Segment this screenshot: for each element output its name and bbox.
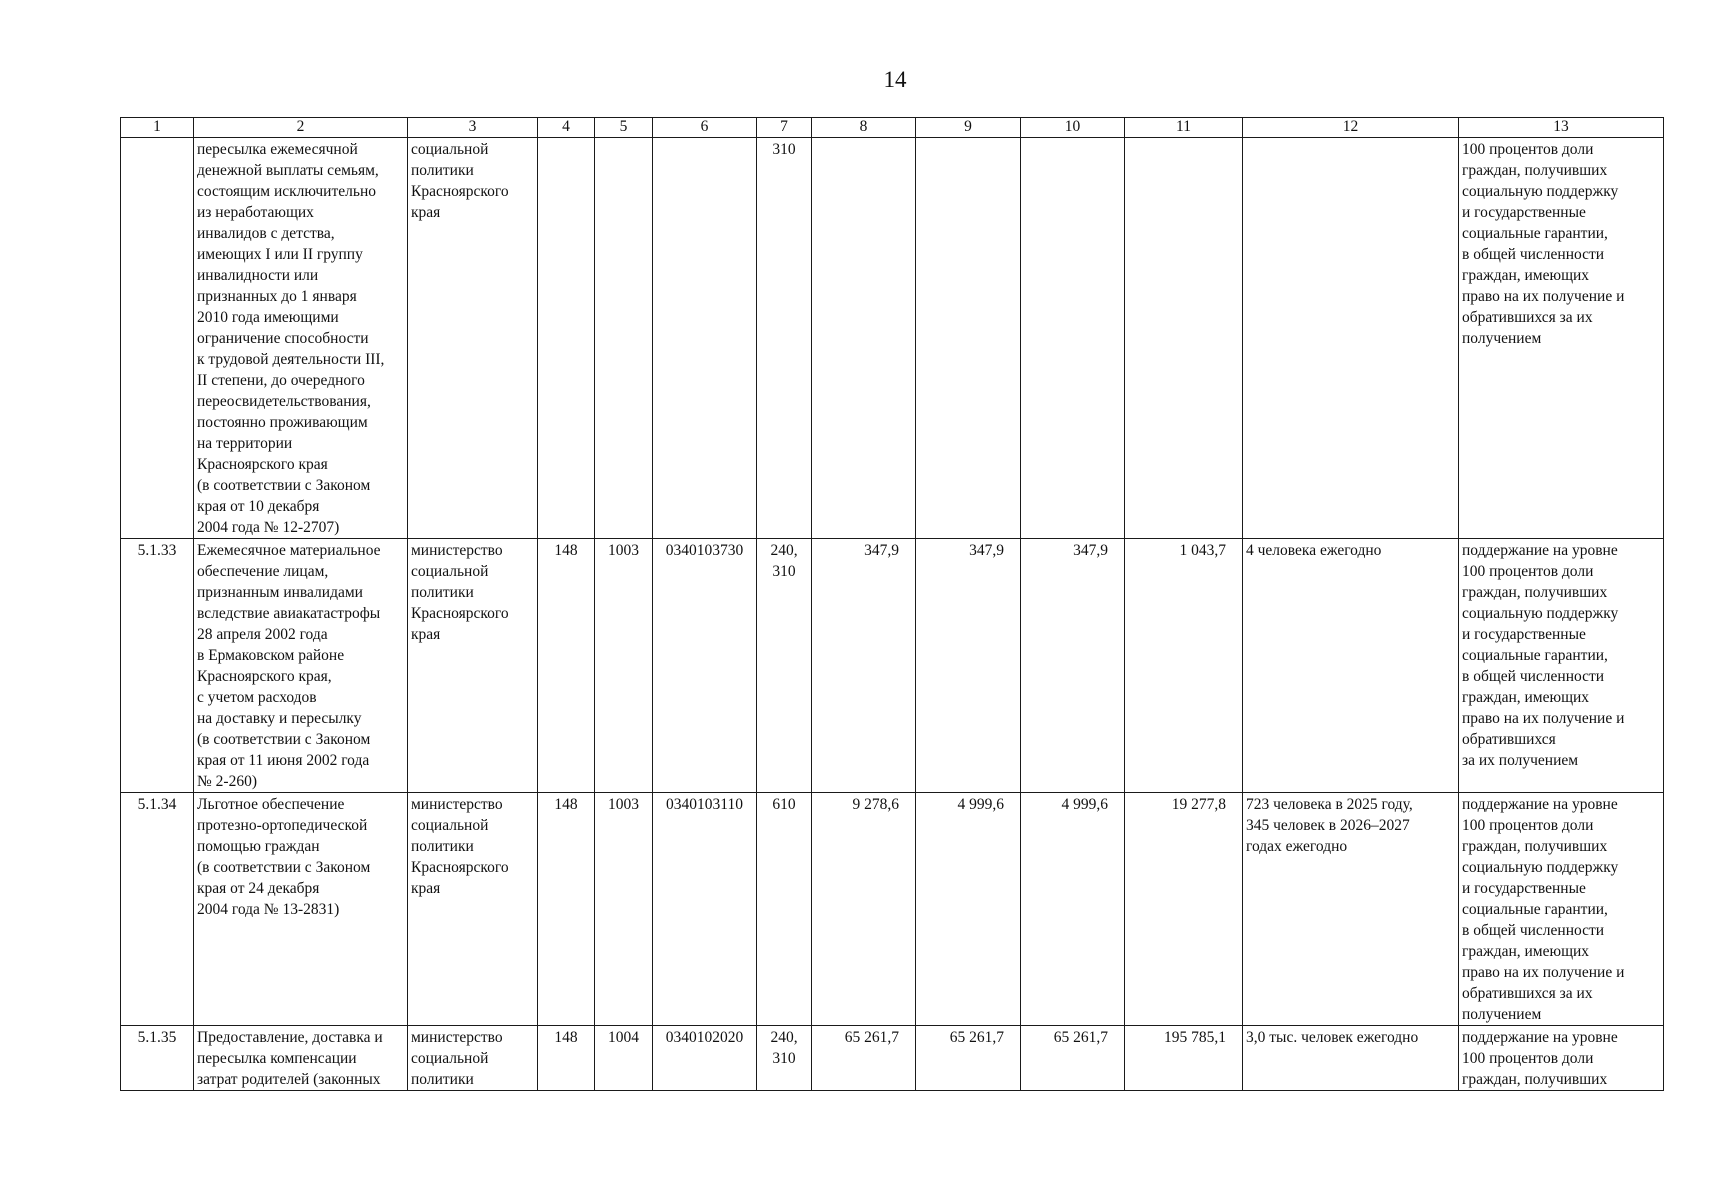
column-header: 1 bbox=[121, 118, 194, 138]
amount-year-1: 65 261,7 bbox=[812, 1026, 916, 1091]
expected-result: 3,0 тыс. человек ежегодно bbox=[1243, 1026, 1459, 1091]
indicator: поддержание на уровне 100 процентов доли граждан, получивших bbox=[1459, 1026, 1664, 1091]
amount-total: 195 785,1 bbox=[1125, 1026, 1243, 1091]
item-number: 5.1.33 bbox=[121, 539, 194, 793]
item-number bbox=[121, 138, 194, 539]
grbs-code: 148 bbox=[538, 1026, 595, 1091]
indicator: поддержание на уровне 100 процентов доли граждан, получивших социальную поддержку и государственные социальные гарантии, в общей численности граждан, имеющих право на их получение и обратившихся за их получением bbox=[1459, 539, 1664, 793]
header-row bbox=[121, 118, 1664, 138]
measure-name: Ежемесячное материальное обеспечение лицам, признанным инвалидами вследствие авиакатастрофы 28 апреля 2002 года в Ермаковском районе Красноярского края, с учетом расходов на доставку и пересылку (в соответствии с Законом края от 11 июня 2002 года № 2-260) bbox=[194, 539, 408, 793]
column-header: 4 bbox=[538, 118, 595, 138]
target-item-code: 0340103730 bbox=[653, 539, 757, 793]
expense-type-code: 610 bbox=[757, 793, 812, 1026]
expected-result: 4 человека ежегодно bbox=[1243, 539, 1459, 793]
column-header: 10 bbox=[1021, 118, 1125, 138]
amount-year-2: 4 999,6 bbox=[916, 793, 1021, 1026]
measure-name: Предоставление, доставка и пересылка компенсации затрат родителей (законных bbox=[194, 1026, 408, 1091]
target-item-code: 0340102020 bbox=[653, 1026, 757, 1091]
column-header: 11 bbox=[1125, 118, 1243, 138]
amount-total: 19 277,8 bbox=[1125, 793, 1243, 1026]
amount-total bbox=[1125, 138, 1243, 539]
section-code: 1004 bbox=[595, 1026, 653, 1091]
executor: социальной политики Красноярского края bbox=[408, 138, 538, 539]
column-header: 12 bbox=[1243, 118, 1459, 138]
executor: министерство социальной политики bbox=[408, 1026, 538, 1091]
page-number: 14 bbox=[883, 67, 907, 92]
grbs-code: 148 bbox=[538, 793, 595, 1026]
item-number: 5.1.34 bbox=[121, 793, 194, 1026]
expense-type-code: 240, 310 bbox=[757, 539, 812, 793]
amount-year-2: 65 261,7 bbox=[916, 1026, 1021, 1091]
measure-name: Льготное обеспечение протезно-ортопедической помощью граждан (в соответствии с Законом края от 24 декабря 2004 года № 13-2831) bbox=[194, 793, 408, 1026]
target-item-code: 0340103110 bbox=[653, 793, 757, 1026]
target-item-code bbox=[653, 138, 757, 539]
grbs-code: 148 bbox=[538, 539, 595, 793]
column-header: 5 bbox=[595, 118, 653, 138]
indicator: 100 процентов доли граждан, получивших социальную поддержку и государственные социальные гарантии, в общей численности граждан, имеющих право на их получение и обратившихся за их получением bbox=[1459, 138, 1664, 539]
column-header: 9 bbox=[916, 118, 1021, 138]
amount-total: 1 043,7 bbox=[1125, 539, 1243, 793]
expense-type-code: 310 bbox=[757, 138, 812, 539]
table-row bbox=[121, 1026, 1664, 1091]
amount-year-3: 347,9 bbox=[1021, 539, 1125, 793]
expense-type-code: 240, 310 bbox=[757, 1026, 812, 1091]
column-header: 3 bbox=[408, 118, 538, 138]
item-number: 5.1.35 bbox=[121, 1026, 194, 1091]
executor: министерство социальной политики Красноярского края bbox=[408, 539, 538, 793]
amount-year-3: 65 261,7 bbox=[1021, 1026, 1125, 1091]
table-row bbox=[121, 138, 1664, 539]
expected-result: 723 человека в 2025 году, 345 человек в 2026–2027 годах ежегодно bbox=[1243, 793, 1459, 1026]
table-row bbox=[121, 539, 1664, 793]
amount-year-1 bbox=[812, 138, 916, 539]
table-row bbox=[121, 793, 1664, 1026]
measure-name: пересылка ежемесячной денежной выплаты семьям, состоящим исключительно из неработающих инвалидов с детства, имеющих I или II группу инвалидности или признанных до 1 января 2010 года имеющими ограничение способности к трудовой деятельности III, II степени, до очередного переосвидетельствования, постоянно проживающим на территории Красноярского края (в соответствии с Законом края от 10 декабря 2004 года № 12-2707) bbox=[194, 138, 408, 539]
column-header: 7 bbox=[757, 118, 812, 138]
section-code: 1003 bbox=[595, 793, 653, 1026]
amount-year-3 bbox=[1021, 138, 1125, 539]
section-code bbox=[595, 138, 653, 539]
column-header: 13 bbox=[1459, 118, 1664, 138]
column-header: 8 bbox=[812, 118, 916, 138]
executor: министерство социальной политики Красноярского края bbox=[408, 793, 538, 1026]
expected-result bbox=[1243, 138, 1459, 539]
column-header: 6 bbox=[653, 118, 757, 138]
amount-year-2 bbox=[916, 138, 1021, 539]
amount-year-1: 9 278,6 bbox=[812, 793, 916, 1026]
amount-year-3: 4 999,6 bbox=[1021, 793, 1125, 1026]
program-measures-table bbox=[120, 117, 1664, 1091]
indicator: поддержание на уровне 100 процентов доли граждан, получивших социальную поддержку и государственные социальные гарантии, в общей численности граждан, имеющих право на их получение и обратившихся за их получением bbox=[1459, 793, 1664, 1026]
amount-year-2: 347,9 bbox=[916, 539, 1021, 793]
grbs-code bbox=[538, 138, 595, 539]
section-code: 1003 bbox=[595, 539, 653, 793]
amount-year-1: 347,9 bbox=[812, 539, 916, 793]
column-header: 2 bbox=[194, 118, 408, 138]
